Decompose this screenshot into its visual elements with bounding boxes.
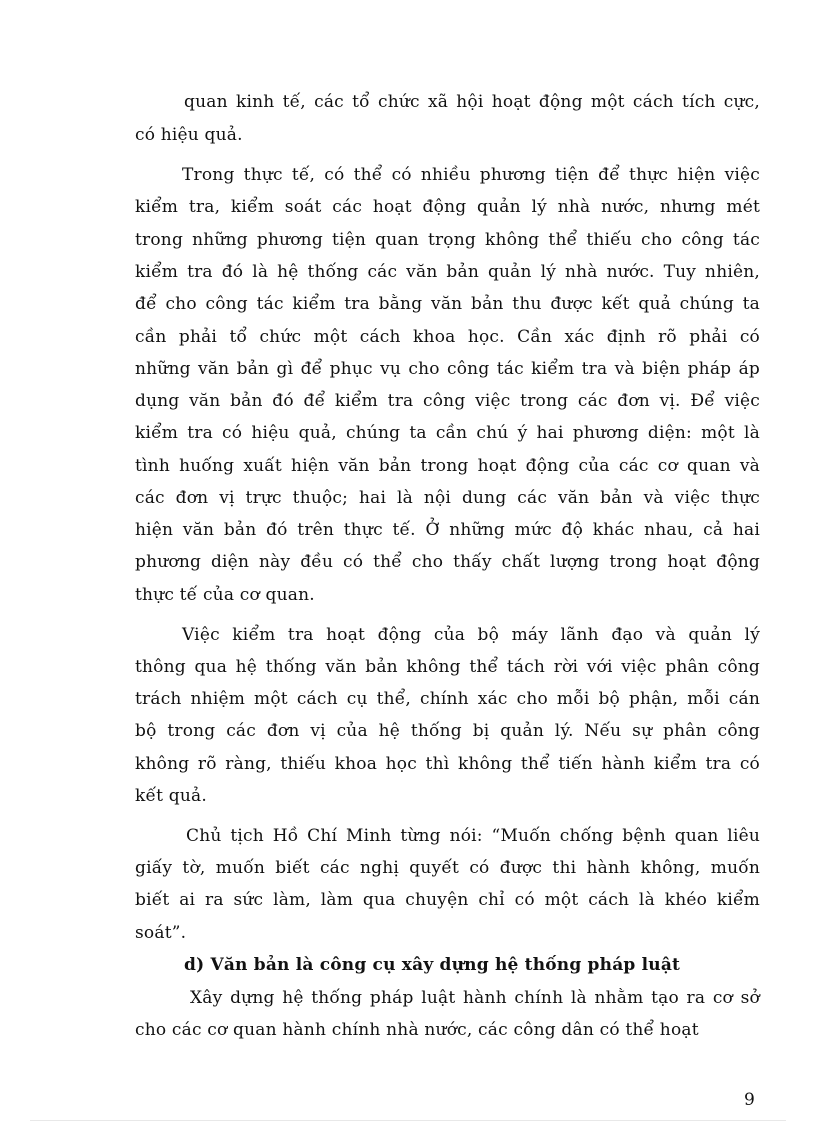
- page-number: 9: [744, 1090, 755, 1110]
- text-line: các đơn vị trực thuộc; hai là nội dung các văn bản và việc thực: [135, 488, 760, 508]
- text-line: kiểm tra đó là hệ thống các văn bản quản lý nhà nước. Tuy nhiên,: [135, 262, 760, 282]
- text-line: Chủ tịch Hồ Chí Minh từng nói: “Muốn chống bệnh quan liêu: [186, 826, 760, 846]
- text-line: dụng văn bản đó để kiểm tra công việc trong các đơn vị. Để việc: [135, 391, 760, 411]
- text-line: phương diện này đều có thể cho thấy chất lượng trong hoạt động: [135, 552, 760, 572]
- text-line: có hiệu quả.: [135, 125, 243, 145]
- text-line: kiểm tra, kiểm soát các hoạt động quản lý nhà nước, nhưng mét: [135, 197, 760, 217]
- text-line: không rõ ràng, thiếu khoa học thì không thể tiến hành kiểm tra có: [135, 754, 760, 774]
- text-line: kết quả.: [135, 786, 207, 806]
- text-line: thông qua hệ thống văn bản không thể tách rời với việc phân công: [135, 657, 760, 677]
- text-line: trong những phương tiện quan trọng không thể thiếu cho công tác: [135, 230, 760, 250]
- text-line: những văn bản gì để phục vụ cho công tác kiểm tra và biện pháp áp: [135, 359, 760, 379]
- text-line: hiện văn bản đó trên thực tế. Ở những mức độ khác nhau, cả hai: [135, 520, 760, 540]
- bottom-divider: [30, 1120, 786, 1121]
- text-line: cho các cơ quan hành chính nhà nước, các công dân có thể hoạt: [135, 1020, 699, 1040]
- text-line: để cho công tác kiểm tra bằng văn bản thu được kết quả chúng ta: [135, 294, 760, 314]
- text-line: Trong thực tế, có thể có nhiều phương tiện để thực hiện việc: [182, 165, 760, 185]
- text-line: quan kinh tế, các tổ chức xã hội hoạt động một cách tích cực,: [184, 92, 760, 112]
- text-line: Xây dựng hệ thống pháp luật hành chính là nhằm tạo ra cơ sở: [190, 988, 760, 1008]
- text-line: thực tế của cơ quan.: [135, 585, 315, 605]
- text-line: tình huống xuất hiện văn bản trong hoạt động của các cơ quan và: [135, 456, 760, 476]
- text-line: trách nhiệm một cách cụ thể, chính xác cho mỗi bộ phận, mỗi cán: [135, 689, 760, 709]
- section-heading: d) Văn bản là công cụ xây dựng hệ thống pháp luật: [184, 955, 681, 975]
- text-line: Việc kiểm tra hoạt động của bộ máy lãnh đạo và quản lý: [182, 625, 760, 645]
- text-line: soát”.: [135, 923, 187, 943]
- text-line: bộ trong các đơn vị của hệ thống bị quản lý. Nếu sự phân công: [135, 721, 760, 741]
- text-line: kiểm tra có hiệu quả, chúng ta cần chú ý hai phương diện: một là: [135, 423, 760, 443]
- text-line: giấy tờ, muốn biết các nghị quyết có được thi hành không, muốn: [135, 858, 760, 878]
- text-line: biết ai ra sức làm, làm qua chuyện chỉ có một cách là khéo kiểm: [135, 890, 760, 910]
- text-line: cần phải tổ chức một cách khoa học. Cần xác định rõ phải có: [135, 327, 760, 347]
